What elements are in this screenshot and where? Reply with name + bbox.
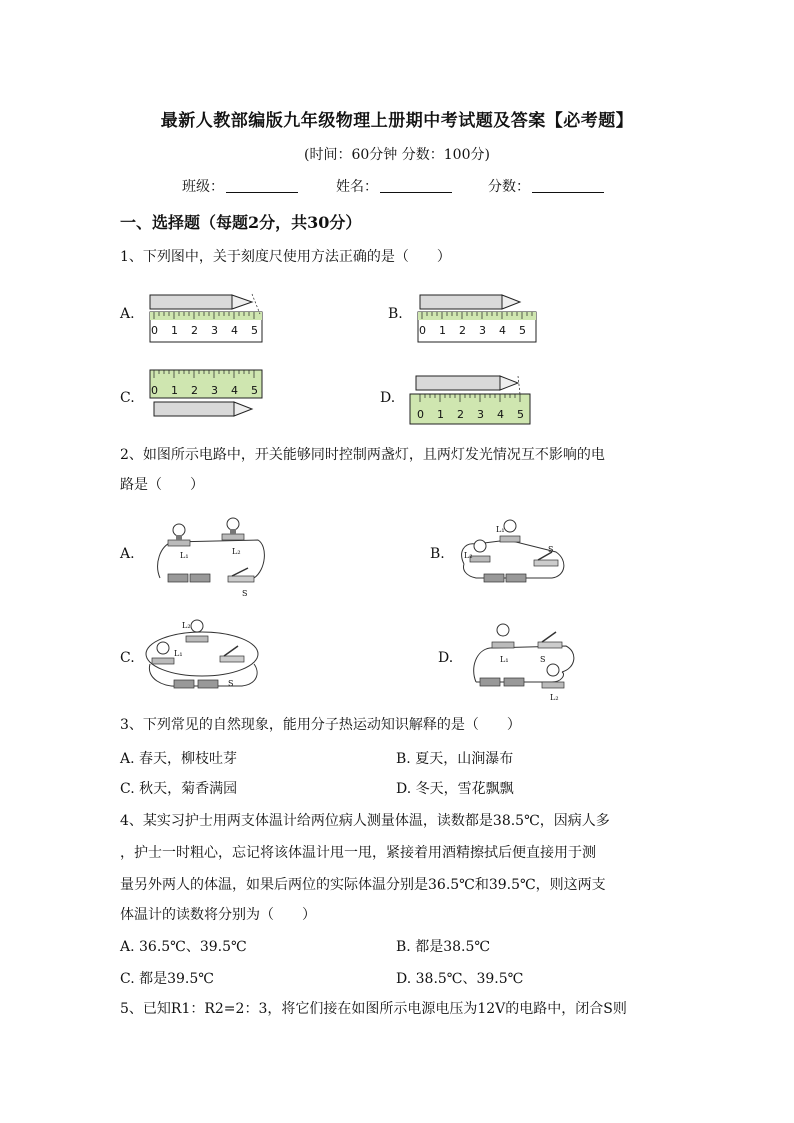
q3-option-c[interactable]: C. 秋天，菊香满园 <box>120 781 238 797</box>
q3-option-a[interactable]: A. 春天，柳枝吐芽 <box>120 751 238 767</box>
q3-option-d[interactable]: D. 冬天，雪花飘飘 <box>396 781 514 797</box>
score-field <box>488 176 604 196</box>
name-field <box>336 176 452 196</box>
q1-figure-c <box>148 368 268 420</box>
page-title: 最新人教部编版九年级物理上册期中考试题及答案【必考题】 <box>160 111 634 131</box>
q2-option-a-label: A. <box>120 546 135 562</box>
score-blank[interactable] <box>532 178 604 193</box>
q1d-tick-0: 0 <box>417 408 424 421</box>
q2a-l2: L₂ <box>232 547 241 556</box>
question-4-line2: ，护士一时粗心，忘记将该体温计甩一甩，紧接着用酒精擦拭后便直接用于测 <box>120 845 596 861</box>
q2-option-d-label: D. <box>438 650 454 666</box>
q2d-l1: L₁ <box>500 655 509 664</box>
q1c-tick-1: 1 <box>171 384 178 397</box>
q1-figure-a <box>148 292 268 344</box>
question-1-stem: 1、下列图中，关于刻度尺使用方法正确的是（ ） <box>120 249 451 265</box>
q2-circuit-a <box>150 512 270 602</box>
name-label: 姓名： <box>336 179 378 195</box>
question-5-stem: 5、已知R1：R2=2：3，将它们接在如图所示电源电压为12V的电路中，闭合S则 <box>120 1001 627 1017</box>
name-blank[interactable] <box>380 178 452 193</box>
q1d-tick-2: 2 <box>457 408 464 421</box>
question-4-line1: 4、某实习护士用两支体温计给两位病人测量体温，读数都是38.5℃，因病人多 <box>120 813 610 829</box>
q1a-tick-0: 0 <box>151 324 158 337</box>
q1-option-b-label: B. <box>388 306 403 322</box>
q4-option-d[interactable]: D. 38.5℃、39.5℃ <box>396 971 524 987</box>
q1-figure-d <box>406 372 534 428</box>
q1a-tick-2: 2 <box>191 324 198 337</box>
q2b-l1: L₁ <box>496 525 505 534</box>
q1c-tick-4: 4 <box>231 384 238 397</box>
q2b-l2: L₂ <box>464 551 473 560</box>
question-4-line4: 体温计的读数将分别为（ ） <box>120 907 316 923</box>
q1a-tick-4: 4 <box>231 324 238 337</box>
question-2-stem-line2: 路是（ ） <box>120 477 204 493</box>
score-label: 分数： <box>488 179 530 195</box>
q2-option-c-label: C. <box>120 650 135 666</box>
q1-option-c-label: C. <box>120 390 135 406</box>
q1d-tick-4: 4 <box>497 408 504 421</box>
q1d-tick-3: 3 <box>477 408 484 421</box>
q2-circuit-c <box>142 616 266 696</box>
q4-option-a[interactable]: A. 36.5℃、39.5℃ <box>120 939 247 955</box>
q2-circuit-b <box>456 512 576 592</box>
q2d-s: S <box>540 655 546 664</box>
q1b-tick-2: 2 <box>459 324 466 337</box>
q1b-tick-1: 1 <box>439 324 446 337</box>
section-heading: 一、选择题（每题2分，共30分） <box>120 213 362 232</box>
q3-option-b[interactable]: B. 夏天，山涧瀑布 <box>396 751 514 767</box>
q1d-tick-1: 1 <box>437 408 444 421</box>
q1b-tick-0: 0 <box>419 324 426 337</box>
q1-option-a-label: A. <box>120 306 135 322</box>
q1c-tick-3: 3 <box>211 384 218 397</box>
q2a-s: S <box>242 589 248 598</box>
question-4-line3: 量另外两人的体温，如果后两位的实际体温分别是36.5℃和39.5℃，则这两支 <box>120 877 606 893</box>
class-blank[interactable] <box>226 178 298 193</box>
q2d-l2: L₂ <box>550 693 559 702</box>
q2c-l1: L₁ <box>174 649 183 658</box>
question-3-stem: 3、下列常见的自然现象，能用分子热运动知识解释的是（ ） <box>120 717 521 733</box>
q1a-tick-5: 5 <box>251 324 258 337</box>
q2c-s: S <box>228 679 234 688</box>
q1c-tick-2: 2 <box>191 384 198 397</box>
class-field <box>182 176 298 196</box>
q2-circuit-d <box>466 612 586 704</box>
q1b-tick-3: 3 <box>479 324 486 337</box>
exam-meta: (时间：60分钟 分数：100分) <box>304 147 490 163</box>
q1d-tick-5: 5 <box>517 408 524 421</box>
q1a-tick-1: 1 <box>171 324 178 337</box>
q1c-tick-5: 5 <box>251 384 258 397</box>
q2b-s: S <box>548 545 554 554</box>
q1a-tick-3: 3 <box>211 324 218 337</box>
q1b-tick-5: 5 <box>519 324 526 337</box>
class-label: 班级： <box>182 179 224 195</box>
q2a-l1: L₁ <box>180 551 189 560</box>
q1-option-d-label: D. <box>380 390 396 406</box>
q2-option-b-label: B. <box>430 546 445 562</box>
question-2-stem-line1: 2、如图所示电路中，开关能够同时控制两盏灯，且两灯发光情况互不影响的电 <box>120 447 605 463</box>
q1-figure-b <box>416 292 540 344</box>
q1c-tick-0: 0 <box>151 384 158 397</box>
q4-option-b[interactable]: B. 都是38.5℃ <box>396 939 491 955</box>
q4-option-c[interactable]: C. 都是39.5℃ <box>120 971 214 987</box>
q2c-l2: L₂ <box>182 621 191 630</box>
q1b-tick-4: 4 <box>499 324 506 337</box>
